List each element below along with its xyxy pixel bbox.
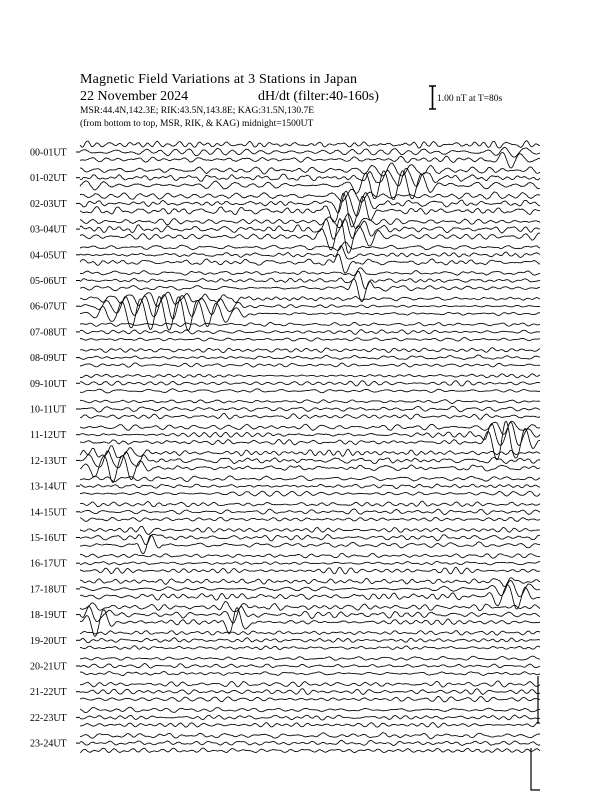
hour-label: 10-11UT — [30, 404, 67, 416]
station-trace — [80, 242, 540, 251]
scale-label: 1.00 nT at T=80s — [437, 94, 503, 104]
station-trace — [80, 214, 540, 229]
station-trace — [80, 189, 540, 202]
station-trace — [80, 681, 540, 687]
order-label: (from bottom to top, MSR, RIK, & KAG) — [80, 119, 240, 129]
station-trace — [80, 271, 540, 288]
station-trace — [80, 406, 540, 412]
hour-label: 08-09UT — [30, 353, 67, 365]
station-trace — [80, 509, 540, 515]
station-trace — [80, 484, 540, 489]
hour-label: 00-01UT — [30, 147, 67, 159]
station-trace — [80, 638, 540, 643]
midnight-label: midnight=1500UT — [242, 119, 314, 129]
hour-label: 09-10UT — [30, 378, 67, 390]
station-trace — [80, 567, 540, 574]
station-trace — [80, 672, 540, 676]
hour-label: 02-03UT — [30, 198, 67, 210]
station-trace — [80, 578, 540, 587]
station-trace — [80, 451, 540, 468]
station-trace — [80, 608, 540, 637]
station-trace — [80, 561, 540, 565]
hour-label: 11-12UT — [30, 430, 67, 442]
station-trace — [80, 268, 540, 276]
station-trace — [80, 664, 540, 669]
station-trace — [80, 330, 540, 335]
hour-label: 21-22UT — [30, 687, 67, 699]
station-trace — [80, 740, 540, 745]
station-trace — [80, 715, 540, 720]
station-trace — [80, 631, 540, 636]
hour-label: 12-13UT — [30, 455, 67, 467]
hour-label: 20-21UT — [30, 661, 67, 673]
scale-bar — [429, 86, 436, 109]
station-trace — [80, 722, 540, 727]
station-trace — [80, 254, 540, 273]
station-trace — [80, 707, 540, 712]
hour-label: 17-18UT — [30, 584, 67, 596]
station-trace — [80, 363, 540, 367]
hour-label: 01-02UT — [30, 173, 67, 185]
quantity-label: dH/dt (filter:40-160s) — [258, 89, 379, 104]
station-trace — [80, 646, 540, 650]
hour-label: 03-04UT — [30, 224, 67, 236]
station-trace — [80, 526, 540, 534]
station-trace — [80, 554, 540, 559]
station-trace — [80, 374, 540, 378]
station-trace — [80, 348, 540, 353]
station-trace — [80, 656, 540, 660]
hour-label: 22-23UT — [30, 712, 67, 724]
hour-label: 05-06UT — [30, 276, 67, 287]
station-trace — [80, 517, 540, 521]
station-trace — [80, 696, 540, 701]
station-trace — [80, 400, 540, 404]
hour-label: 23-24UT — [30, 738, 67, 750]
hour-label: 16-17UT — [30, 558, 67, 570]
hour-label: 15-16UT — [30, 533, 67, 544]
station-trace — [80, 355, 540, 359]
station-trace — [80, 193, 540, 227]
hour-label: 14-15UT — [30, 507, 67, 519]
station-trace — [80, 389, 540, 393]
hour-label: 07-08UT — [30, 327, 67, 339]
station-trace — [80, 338, 540, 342]
bottom-right-mark — [531, 748, 540, 790]
station-trace — [80, 602, 540, 612]
station-trace — [80, 501, 540, 507]
station-trace — [80, 153, 540, 168]
stations-label: MSR:44.4N,142.3E; RIK:43.5N,143.8E; KAG:31.5N,130.7E — [80, 106, 315, 116]
hour-label: 13-14UT — [30, 481, 67, 493]
station-trace — [80, 491, 540, 496]
station-trace — [80, 163, 540, 176]
hour-label: 19-20UT — [30, 635, 67, 647]
station-trace — [80, 748, 540, 753]
station-trace — [80, 476, 540, 482]
station-trace — [80, 733, 540, 739]
station-trace — [80, 534, 540, 544]
station-trace — [80, 381, 540, 386]
station-trace — [80, 413, 540, 419]
station-trace — [80, 689, 540, 695]
station-trace — [80, 446, 540, 458]
station-trace — [80, 141, 540, 148]
hour-label: 06-07UT — [30, 301, 67, 313]
station-trace — [80, 147, 540, 157]
date-label: 22 November 2024 — [80, 89, 189, 104]
hour-label: 18-19UT — [30, 610, 67, 622]
chart-title: Magnetic Field Variations at 3 Stations in Japan — [80, 72, 358, 87]
hour-label: 04-05UT — [30, 250, 67, 262]
station-trace — [80, 322, 540, 326]
